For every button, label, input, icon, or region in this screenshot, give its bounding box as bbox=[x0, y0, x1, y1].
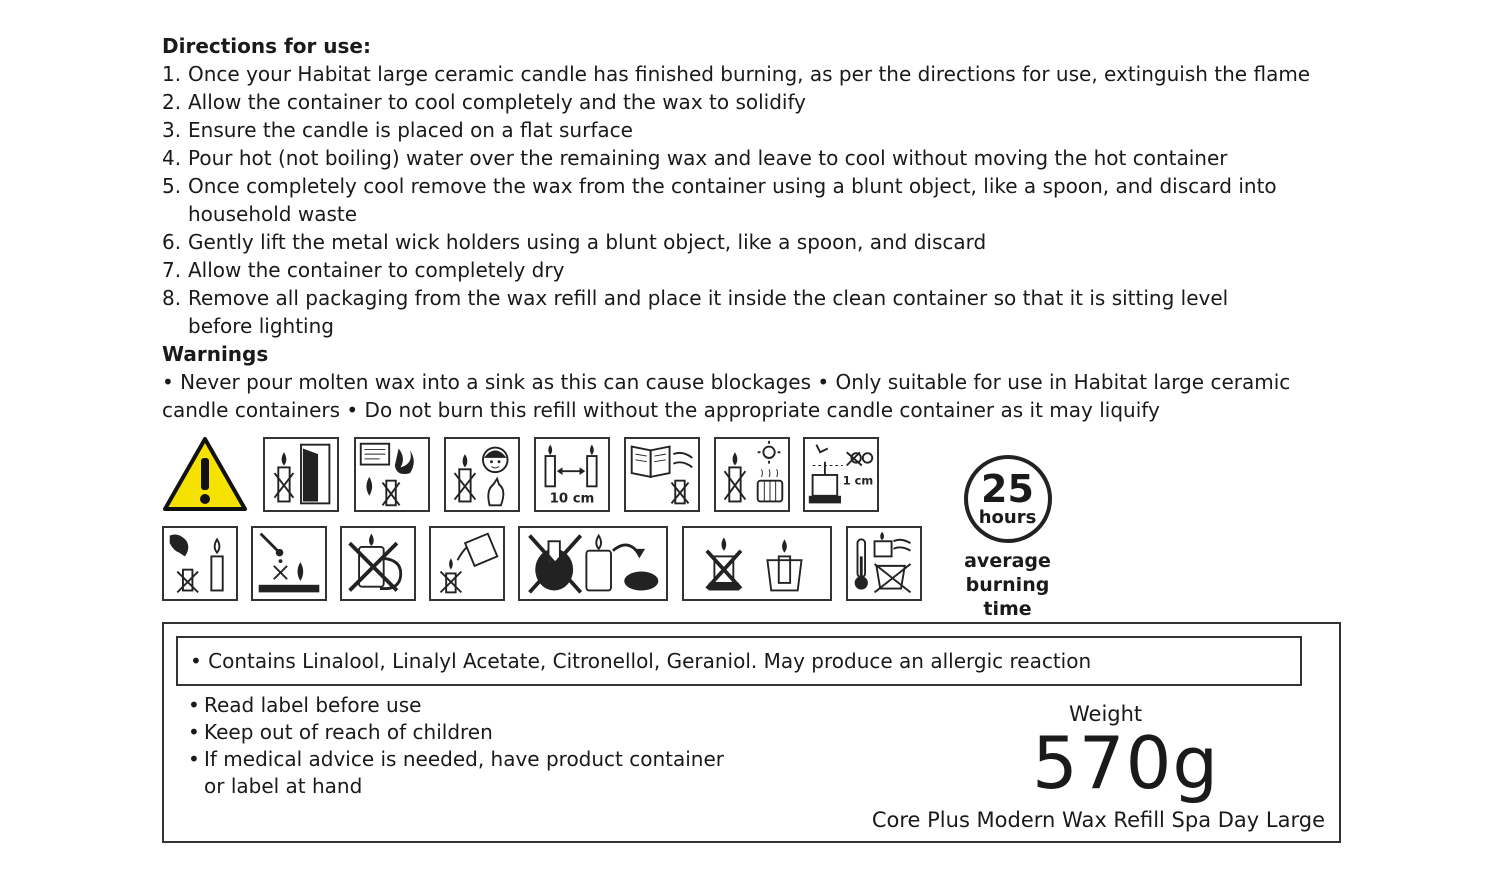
safety-panel bbox=[162, 622, 1341, 843]
direction-step: 4. Pour hot (not boiling) water over the remaining wax and leave to cool without moving the hot container bbox=[162, 146, 1228, 170]
product-name: Core Plus Modern Wax Refill Spa Day Large bbox=[871, 808, 1325, 832]
warning-triangle-icon bbox=[162, 436, 248, 512]
warnings-heading: Warnings bbox=[162, 342, 269, 366]
keep-from-children-pets-icon bbox=[444, 437, 520, 512]
direction-step: 7. Allow the container to completely dry bbox=[162, 258, 565, 282]
allergy-notice: • Contains Linalool, Linalyl Acetate, Citronellol, Geraniol. May produce an allergic reaction bbox=[176, 636, 1302, 686]
spacing-10cm-icon bbox=[534, 437, 610, 512]
direction-step: 1. Once your Habitat large ceramic candle has finished burning, as per the directions for use, extinguish the flame bbox=[162, 62, 1311, 86]
trim-label: 1 cm bbox=[842, 473, 874, 488]
spacing-label: 10 cm bbox=[549, 491, 595, 507]
trim-wick-1cm-icon bbox=[803, 437, 879, 512]
directions-heading: Directions for use: bbox=[162, 34, 371, 58]
hours-circle bbox=[964, 455, 1052, 543]
no-draught-icon bbox=[263, 437, 339, 512]
no-water-extinguish-icon bbox=[429, 526, 505, 601]
directions-section bbox=[162, 32, 1342, 424]
safety-list bbox=[188, 692, 788, 800]
safety-item: • Keep out of reach of children bbox=[188, 720, 493, 744]
direction-step: 6. Gently lift the metal wick holders using a blunt object, like a spoon, and discard bbox=[162, 230, 987, 254]
burning-time-badge bbox=[940, 455, 1075, 620]
no-snuff-icon bbox=[518, 526, 668, 601]
use-holder-icon bbox=[682, 526, 832, 601]
hours-number: 25 bbox=[981, 467, 1034, 511]
directions-list bbox=[162, 60, 1342, 340]
no-moving-icon bbox=[340, 526, 416, 601]
no-match-debris-icon bbox=[251, 526, 327, 601]
no-heat-source-icon bbox=[714, 437, 790, 512]
no-flammable-icon bbox=[354, 437, 430, 512]
weight-label: Weight bbox=[1069, 702, 1143, 726]
direction-step: 8. Remove all packaging from the wax refill and place it inside the clean container so that it is sitting level before lighting bbox=[162, 286, 1229, 338]
burning-caption: average burning time bbox=[964, 550, 1051, 620]
safety-item: • If medical advice is needed, have product container or label at hand bbox=[188, 747, 725, 798]
no-near-curtains-icon bbox=[624, 437, 700, 512]
direction-step: 3. Ensure the candle is placed on a flat surface bbox=[162, 118, 633, 142]
direction-step: 5. Once completely cool remove the wax from the container using a blunt object, like a spoon, and discard into household waste bbox=[162, 174, 1277, 226]
direction-step: 2. Allow the container to cool completely and the wax to solidify bbox=[162, 90, 806, 114]
temperature-icon bbox=[846, 526, 922, 601]
safety-item: • Read label before use bbox=[188, 693, 422, 717]
no-sleeping-icon bbox=[162, 526, 238, 601]
warnings-text: • Never pour molten wax into a sink as this can cause blockages • Only suitable for use in Habitat large ceramic candle containers • Do not burn this refill without the appropriate candle container as it may liquify bbox=[162, 370, 1291, 422]
hours-unit: hours bbox=[978, 507, 1037, 528]
weight-value: 570g bbox=[1032, 721, 1220, 805]
